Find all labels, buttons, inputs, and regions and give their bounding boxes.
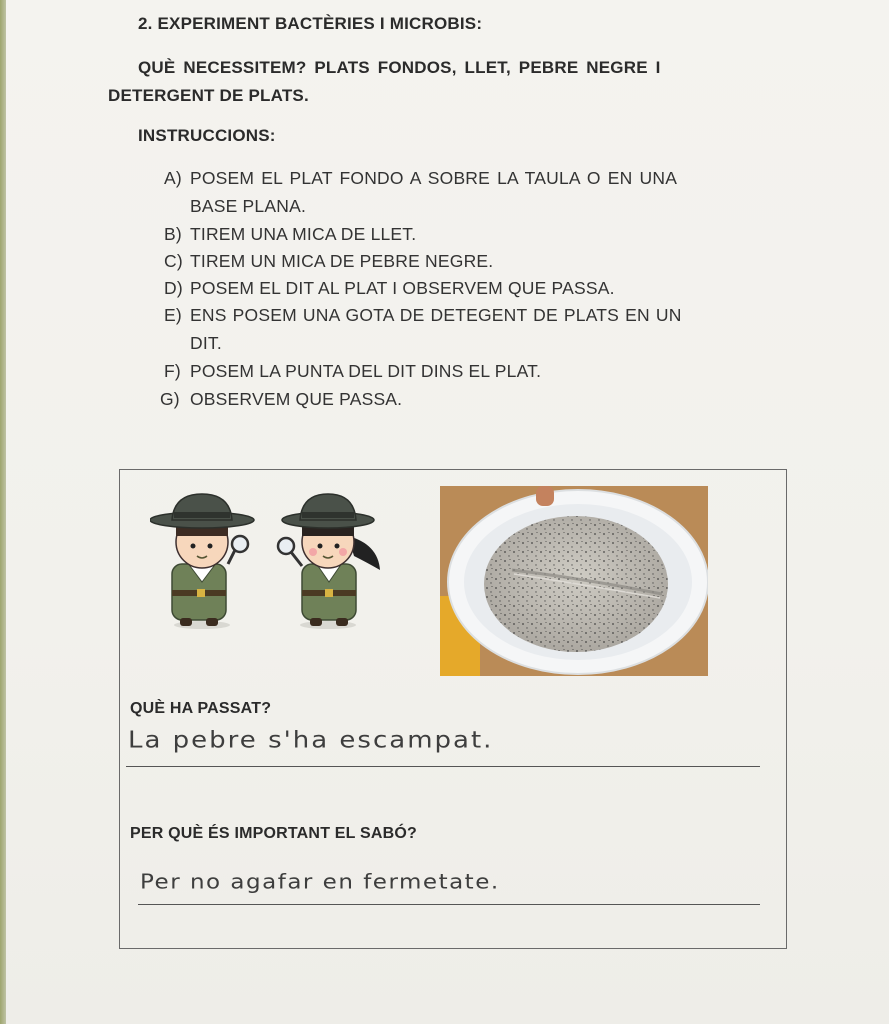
step-letter-f: F) (164, 361, 181, 381)
step-g-line-1: OBSERVEM QUE PASSA. (190, 389, 403, 409)
step-e-line-1: ENS POSEM UNA GOTA DE DETEGENT DE PLATS EN UN (190, 305, 682, 325)
step-f-line-1: POSEM LA PUNTA DEL DIT DINS EL PLAT. (190, 361, 542, 381)
step-letter-d: D) (164, 278, 183, 298)
worksheet-title: 2. EXPERIMENT BACTÈRIES I MICROBIS: (138, 14, 483, 33)
step-letter-a: A) (164, 168, 182, 188)
step-letter-b: B) (164, 224, 182, 244)
step-c-line-1: TIREM UN MICA DE PEBRE NEGRE. (190, 251, 494, 271)
step-a-line-1: POSEM EL PLAT FONDO A SOBRE LA TAULA O EN UNA (190, 168, 678, 188)
answer-why-soap-important: Per no agafar en fermetate. (140, 870, 500, 894)
step-b-line-1: TIREM UNA MICA DE LLET. (190, 224, 417, 244)
materials-line-1: QUÈ NECESSITEM? PLATS FONDOS, LLET, PEBRE NEGRE I (138, 58, 661, 77)
detective-girl-icon (278, 494, 380, 629)
step-letter-g: G) (160, 389, 180, 409)
detective-boy-icon (150, 494, 254, 629)
answer-line-2 (138, 904, 760, 905)
step-letter-c: C) (164, 251, 183, 271)
answer-line-1 (126, 766, 760, 767)
materials-line-2: DETERGENT DE PLATS. (108, 86, 309, 105)
detectives-illustration (150, 486, 386, 632)
plate-experiment-photo (440, 486, 708, 676)
step-e-line-2: DIT. (190, 333, 222, 353)
step-letter-e: E) (164, 305, 182, 325)
question-what-happened: QUÈ HA PASSAT? (130, 700, 272, 717)
step-a-line-2: BASE PLANA. (190, 196, 307, 216)
instructions-heading: INSTRUCCIONS: (138, 126, 276, 145)
step-d-line-1: POSEM EL DIT AL PLAT I OBSERVEM QUE PASSA. (190, 278, 615, 298)
question-why-soap-important: PER QUÈ ÉS IMPORTANT EL SABÓ? (130, 825, 418, 842)
answer-what-happened: La pebre s'ha escampat. (128, 727, 494, 754)
